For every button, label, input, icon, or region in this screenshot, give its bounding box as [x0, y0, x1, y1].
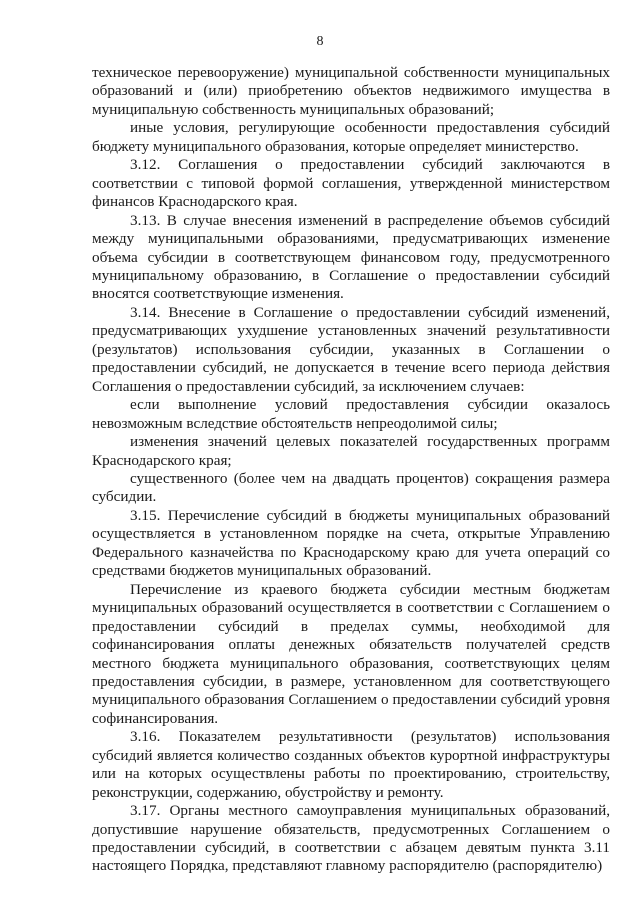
paragraph-transfer-from-regional-budget: Перечисление из краевого бюджета субсидии местным бюджетам муниципальных образований осуществляется в соответствии с Соглашением о предоставлении субсидий в пределах суммы, необходимой для софинансирования оплаты денежных обязательств получателей средств местного бюджета муниципального образования, соответствующих целям предоставления субсидии, в размере, установленном для соответствующего муниципального образования Соглашением о предоставлении субсидий уровня софинансирования. — [92, 580, 610, 727]
document-body — [92, 64, 610, 876]
paragraph-3-12: 3.12. Соглашения о предоставлении субсидий заключаются в соответствии с типовой формой соглашения, утвержденной министерством финансов Краснодарского края. — [92, 156, 610, 211]
paragraph-3-16: 3.16. Показателем результативности (результатов) использования субсидий является количество созданных объектов курортной инфраструктуры или на которых осуществлены работы по проектированию, строительству, реконструкции, содержанию, обустройству и ремонту. — [92, 728, 610, 801]
paragraph-3-17: 3.17. Органы местного самоуправления муниципальных образований, допустившие нарушение обязательств, предусмотренных Соглашением о предоставлении субсидий, в соответствии с абзацем девятым пункта 3.11 настоящего Порядка, представляют главному распорядителю (распорядителю) — [92, 802, 610, 875]
page-number: 8 — [316, 34, 324, 49]
paragraph-subsidy-reduction: существенного (более чем на двадцать процентов) сокращения размера субсидии. — [92, 469, 610, 506]
paragraph-3-14: 3.14. Внесение в Соглашение о предоставлении субсидий изменений, предусматривающих ухудшение установленных значений результативности (результатов) использования субсидии, указанных в Соглашении о предоставлении субсидий, не допускается в течение всего периода действия Соглашения о предоставлении субсидий, за исключением случаев: — [92, 303, 610, 395]
paragraph-other-conditions: иные условия, регулирующие особенности предоставления субсидий бюджету муниципального образования, которые определяет министерство. — [92, 119, 610, 155]
paragraph-force-majeure: если выполнение условий предоставления субсидии оказалось невозможным вследствие обстоятельств непреодолимой силы; — [92, 396, 610, 432]
paragraph-3-13: 3.13. В случае внесения изменений в распределение объемов субсидий между муниципальными образованиями, предусматривающих изменение объема субсидии в соответствующем финансовом году, предусмотренного муниципальному образованию, в Соглашение о предоставлении субсидий вносятся соответствующие изменения. — [92, 211, 610, 303]
paragraph-continuation: техническое перевооружение) муниципальной собственности муниципальных образований и (или) приобретению объектов недвижимого имущества в муниципальную собственность муниципальных образований; — [92, 64, 610, 118]
paragraph-3-15: 3.15. Перечисление субсидий в бюджеты муниципальных образований осуществляется в установленном порядке на счета, открытые Управлению Федерального казначейства по Краснодарскому краю для учета операций со средствами бюджетов муниципальных образований. — [92, 506, 610, 580]
paragraph-target-indicators: изменения значений целевых показателей государственных программ Краснодарского края; — [92, 433, 610, 469]
